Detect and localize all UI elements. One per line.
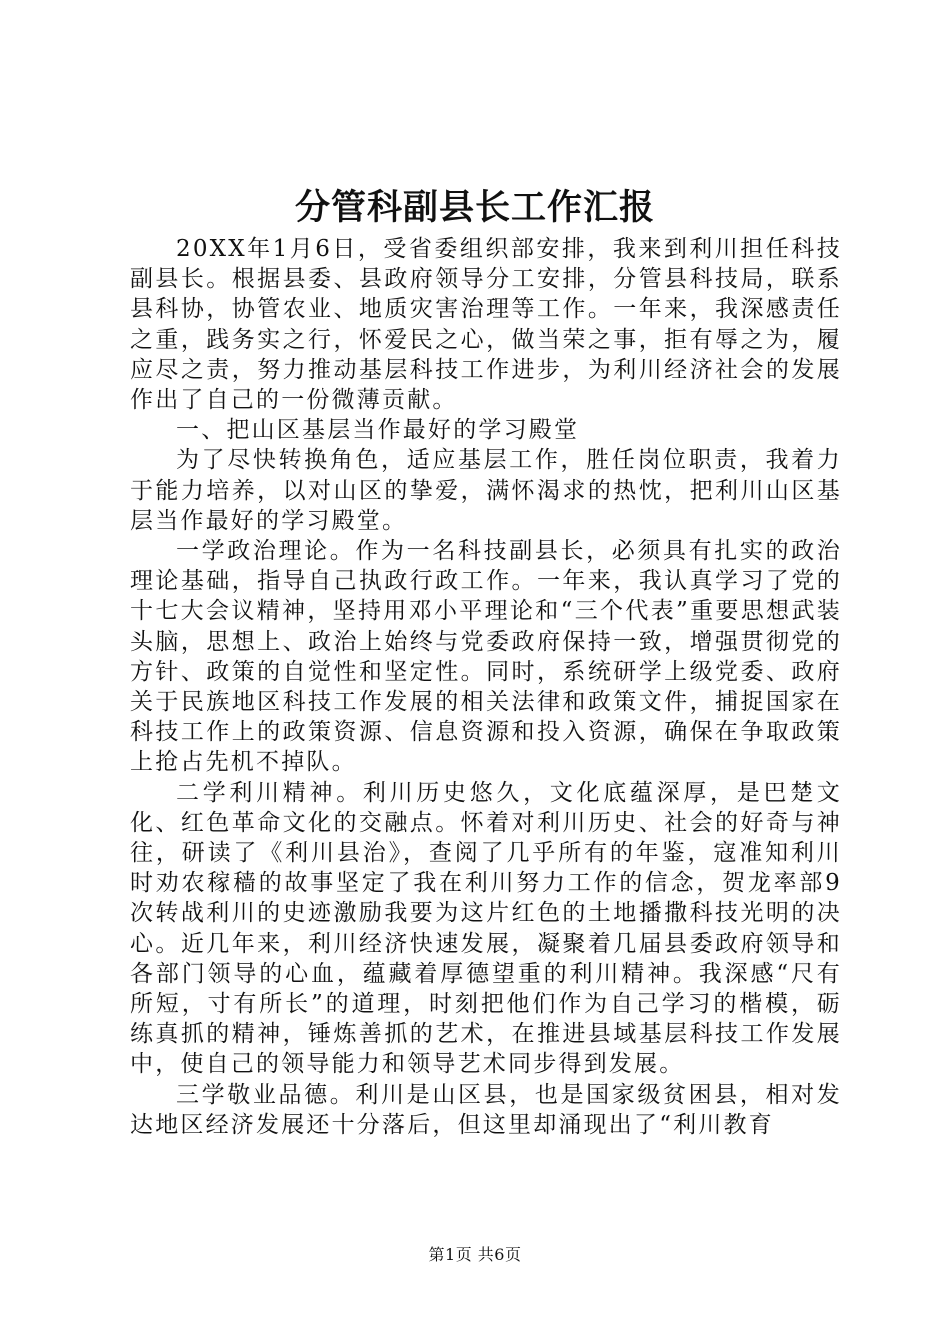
document-title: 分管科副县长工作汇报	[294, 187, 655, 228]
paragraph-section-1-intro: 为了尽快转换角色，适应基层工作，胜任岗位职责，我着力于能力培养，以对山区的挚爱，满怀渴求的热忱，把利川山区基层当作最好的学习殿堂。	[130, 447, 842, 534]
paragraph-work-ethic: 三学敬业品德。利川是山区县，也是国家级贫困县，相对发达地区经济发展还十分落后，但这里却涌现出了“利川教育	[130, 1081, 842, 1138]
section-heading-1: 一、把山区基层当作最好的学习殿堂	[176, 417, 580, 444]
page-footer: 第1页 共6页	[428, 1245, 522, 1264]
paragraph-intro: 20XX年1月6日，受省委组织部安排，我来到利川担任科技副县长。根据县委、县政府领导分工安排，分管县科技局，联系县科协，协管农业、地质灾害治理等工作。一年来，我深感责任之重，践务实之行，怀爱民之心，做当荣之事，拒有辱之为，履应尽之责，努力推动基层科技工作进步，为利川经济社会的发展作出了自己的一份微薄贡献。	[130, 236, 842, 414]
paragraph-political-theory: 一学政治理论。作为一名科技副县长，必须具有扎实的政治理论基础，指导自己执政行政工作。一年来，我认真学习了党的十七大会议精神，坚持用邓小平理论和“三个代表”重要思想武装头脑，思想上、政治上始终与党委政府保持一致，增强贯彻党的方针、政策的自觉性和坚定性。同时，系统研学上级党委、政府关于民族地区科技工作发展的相关法律和政策文件，捕捉国家在科技工作上的政策资源、信息资源和投入资源，确保在争取政策上抢占先机不掉队。	[130, 538, 842, 776]
paragraph-lichuan-spirit: 二学利川精神。利川历史悠久，文化底蕴深厚，是巴楚文化、红色革命文化的交融点。怀着对利川历史、社会的好奇与神往，研读了《利川县治》，查阅了几乎所有的年鉴，寇准知利川时劝农稼穑的故事坚定了我在利川努力工作的信念，贺龙率部9次转战利川的史迹激励我要为这片红色的土地播撒科技光明的决心。近几年来，利川经济快速发展，凝聚着几届县委政府领导和各部门领导的心血，蕴藏着厚德望重的利川精神。我深感“尺有所短，寸有所长”的道理，时刻把他们作为自己学习的楷模，砺练真抓的精神，锤炼善抓的艺术，在推进县域基层科技工作发展中，使自己的领导能力和领导艺术同步得到发展。	[130, 779, 842, 1078]
document-body	[130, 234, 842, 1140]
